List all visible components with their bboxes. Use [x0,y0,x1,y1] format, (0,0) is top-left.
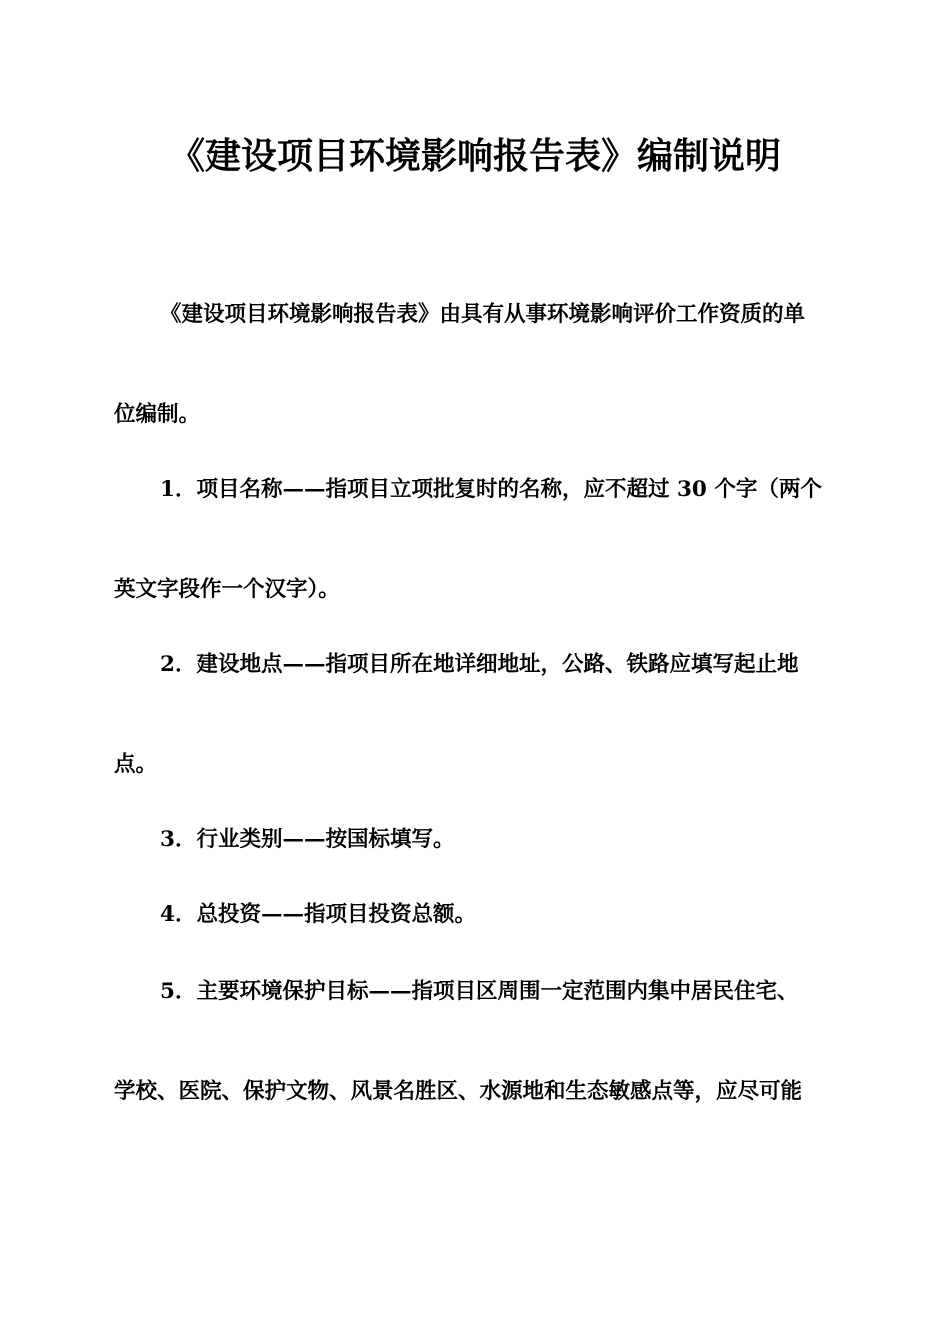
item-5-line-2: 学校、医院、保护文物、风景名胜区、水源地和生态敏感点等，应尽可能 [114,1079,803,1104]
item-2-line-2: 点。 [114,752,158,777]
item-2-line-1: 2．建设地点——指项目所在地详细地址，公路、铁路应填写起止地 [160,652,799,677]
paragraph-intro-line-1: 《建设项目环境影响报告表》由具有从事环境影响评价工作资质的单 [160,302,806,327]
item-1-line-1: 1．项目名称——指项目立项批复时的名称，应不超过 30 个字（两个 [160,477,822,502]
item-4-line-1: 4．总投资——指项目投资总额。 [160,902,476,927]
item-1-line-2: 英文字段作一个汉字）。 [114,577,340,602]
paragraph-intro-line-2: 位编制。 [114,402,201,427]
item-5-line-1: 5．主要环境保护目标——指项目区周围一定范围内集中居民住宅、 [160,979,799,1004]
item-3-line-1: 3．行业类别——按国标填写。 [160,827,455,852]
document-title: 《建设项目环境影响报告表》编制说明 [168,135,781,177]
